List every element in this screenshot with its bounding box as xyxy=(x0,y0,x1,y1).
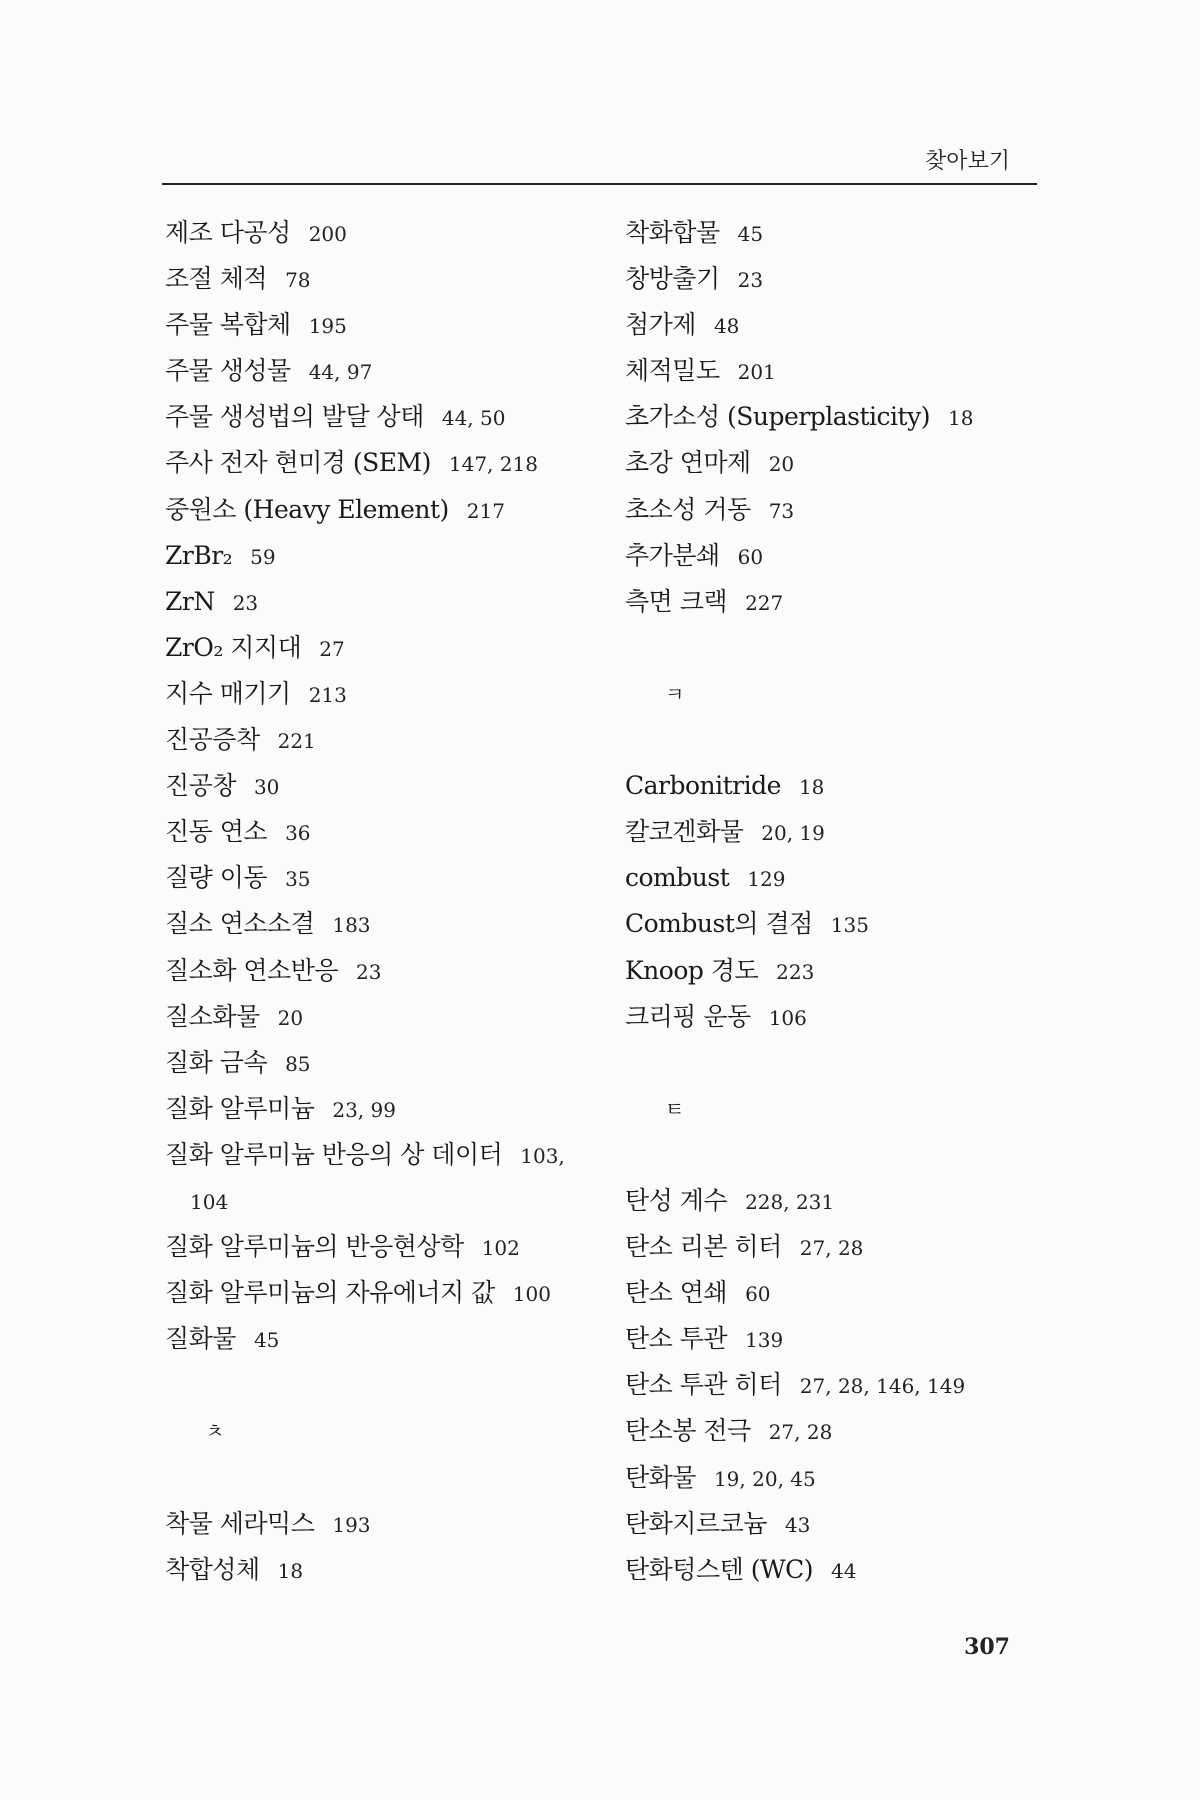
index-entry-term: 착화합물 xyxy=(625,218,720,247)
index-entry-pages: 18 xyxy=(798,775,825,800)
index-entry-pages: 103, xyxy=(520,1143,565,1168)
index-entry xyxy=(625,948,1045,994)
index-entry-term: 주사 전자 현미경 (SEM) xyxy=(165,448,431,478)
index-entry xyxy=(165,487,585,533)
index-entry xyxy=(165,1040,585,1086)
index-entry-term: 질화 알루미늄 반응의 상 데이터 xyxy=(165,1139,503,1169)
index-entry-pages: 223 xyxy=(776,959,815,984)
index-entry-pages: 23 xyxy=(356,959,382,984)
index-entry-pages: 45 xyxy=(737,222,764,246)
index-entry-term: 착합성체 xyxy=(165,1554,260,1584)
index-entry xyxy=(625,994,1045,1040)
index-entry xyxy=(165,1501,585,1547)
index-entry-term: 주물 생성물 xyxy=(165,356,291,386)
index-entry-term: 질량 이동 xyxy=(165,863,268,893)
index-entry-term: 주물 생성법의 발달 상태 xyxy=(165,402,424,432)
index-entry-term: 첨가제 xyxy=(625,310,696,340)
blank-line xyxy=(625,1132,1045,1178)
index-entry xyxy=(625,1501,1045,1547)
index-entry xyxy=(625,487,1045,533)
index-entry-pages: 35 xyxy=(285,867,311,892)
index-entry xyxy=(625,1316,1045,1362)
index-entry-term: 진동 연소 xyxy=(165,817,268,847)
index-entry xyxy=(165,1086,585,1132)
index-entry-pages: 78 xyxy=(285,268,311,293)
index-entry-pages: 100 xyxy=(512,1282,551,1307)
index-entry-pages: 19, 20, 45 xyxy=(713,1466,816,1491)
index-entry xyxy=(165,671,585,717)
index-entry-pages: 135 xyxy=(830,913,869,938)
index-entry-pages: 106 xyxy=(768,1005,807,1030)
page-number: 307 xyxy=(964,1634,1010,1660)
index-entry xyxy=(625,394,1045,440)
index-entry xyxy=(625,579,1045,625)
index-entry-pages: 23, 99 xyxy=(332,1097,396,1122)
index-entry xyxy=(165,994,585,1040)
blank-line xyxy=(625,625,1045,671)
index-entry-pages: 73 xyxy=(768,498,795,523)
index-entry-pages: 20 xyxy=(768,452,795,477)
index-entry-pages: 227 xyxy=(745,590,784,615)
section-heading: ㅊ xyxy=(205,1419,225,1444)
index-entry-pages: 18 xyxy=(277,1558,304,1583)
index-entry-term: 중원소 (Heavy Element) xyxy=(165,494,449,524)
index-entry-pages: 221 xyxy=(277,729,316,754)
index-entry xyxy=(165,855,585,901)
index-entry xyxy=(625,1408,1045,1454)
index-entry xyxy=(625,809,1045,855)
index-entry-pages: 213 xyxy=(308,682,347,707)
index-entry-term: 질화 알루미늄 xyxy=(165,1093,315,1123)
index-entry-pages: 23 xyxy=(737,268,764,293)
index-entry-pages: 217 xyxy=(466,498,505,523)
index-column-left xyxy=(165,210,585,1593)
index-entry-term: 초가소성 (Superplasticity) xyxy=(625,402,930,432)
index-entry-pages: 48 xyxy=(713,314,740,339)
index-entry-term: 탄소 리본 히터 xyxy=(625,1232,782,1262)
index-entry xyxy=(165,809,585,855)
index-entry-term: 진공증착 xyxy=(165,725,260,755)
index-entry-pages: 85 xyxy=(285,1051,311,1076)
index-entry xyxy=(625,440,1045,486)
index-entry xyxy=(625,256,1045,302)
index-entry-term: 칼코겐화물 xyxy=(625,817,744,847)
index-entry xyxy=(165,533,585,579)
index-entry-pages: 44, 50 xyxy=(441,406,506,431)
index-entry-term: 탄화물 xyxy=(625,1462,696,1492)
index-entry-pages: 200 xyxy=(308,222,347,246)
index-entry-term: 질화 알루미늄의 자유에너지 값 xyxy=(165,1278,495,1308)
index-entry-pages: 36 xyxy=(285,821,311,846)
index-entry-pages: 228, 231 xyxy=(745,1189,835,1214)
index-entry-term: ZrN xyxy=(165,586,215,616)
index-entry-pages: 27, 28, 146, 149 xyxy=(799,1374,966,1399)
index-entry-term: Carbonitride xyxy=(625,771,781,801)
index-entry-pages: 102 xyxy=(481,1236,520,1261)
index-entry xyxy=(625,1362,1045,1408)
index-entry-term: 탄소 연쇄 xyxy=(625,1278,728,1308)
index-entry-term: 탄소 투관 xyxy=(625,1324,728,1354)
index-entry-pages: 18 xyxy=(947,406,974,431)
index-entry xyxy=(165,717,585,763)
index-entry-term: 초소성 거동 xyxy=(625,494,751,524)
index-entry xyxy=(165,256,585,302)
index-entry-term: 질화 알루미늄의 반응현상학 xyxy=(165,1232,464,1262)
index-entry xyxy=(165,901,585,947)
index-entry-pages: 139 xyxy=(745,1328,784,1353)
index-entry-term: 탄성 계수 xyxy=(625,1185,728,1215)
index-entry-term: 질소화물 xyxy=(165,1001,260,1031)
index-entry xyxy=(165,1316,585,1362)
index-entry-term: ZrO₂ 지지대 xyxy=(165,632,302,662)
index-entry-pages: 201 xyxy=(737,360,776,385)
index-entry-term: 지수 매기기 xyxy=(165,678,291,708)
index-entry xyxy=(165,440,585,486)
index-entry-pages: 60 xyxy=(737,544,764,569)
index-entry xyxy=(625,1455,1045,1501)
index-entry xyxy=(165,1132,585,1178)
index-entry xyxy=(625,533,1045,579)
index-entry-pages: 59 xyxy=(250,544,276,569)
header-rule xyxy=(162,183,1037,185)
index-entry-term: 진공창 xyxy=(165,771,236,801)
index-entry-term: 착물 세라믹스 xyxy=(165,1508,315,1538)
index-entry xyxy=(625,763,1045,809)
index-entry xyxy=(165,1547,585,1593)
index-entry xyxy=(165,763,585,809)
index-entry xyxy=(165,948,585,994)
index-entry-term: 질소화 연소반응 xyxy=(165,955,338,985)
index-entry-pages: 20, 19 xyxy=(761,821,825,846)
index-entry-term: combust xyxy=(625,863,730,893)
index-entry-term: 탄소봉 전극 xyxy=(625,1416,751,1446)
index-entry-pages: 44 xyxy=(831,1558,857,1583)
index-entry-term: 주물 복합체 xyxy=(165,310,291,340)
index-entry-pages: 27, 28 xyxy=(768,1420,833,1445)
index-entry xyxy=(625,1178,1045,1224)
section-heading: ㅌ xyxy=(665,1096,685,1121)
index-entry-term: 크리핑 운동 xyxy=(625,1001,751,1031)
index-entry-pages: 183 xyxy=(332,913,371,938)
index-entry xyxy=(165,1270,585,1316)
section-heading: ㅋ xyxy=(665,681,685,706)
index-entry-term: 탄화텅스텐 (WC) xyxy=(625,1554,814,1584)
index-entry-term: 질화물 xyxy=(165,1324,236,1354)
index-entry-term: 탄화지르코늄 xyxy=(625,1508,767,1538)
index-entry-pages: 104 xyxy=(190,1189,229,1214)
page-header-title: 찾아보기 xyxy=(924,149,1010,174)
index-entry xyxy=(625,1224,1045,1270)
index-entry xyxy=(165,302,585,348)
index-entry-pages: 23 xyxy=(232,590,259,615)
index-entry xyxy=(165,579,585,625)
index-entry-continuation xyxy=(165,1178,585,1224)
index-entry-term: 창방출기 xyxy=(625,264,720,294)
index-entry-term: 측면 크랙 xyxy=(625,586,728,616)
index-entry xyxy=(165,394,585,440)
index-entry-term: 탄소 투관 히터 xyxy=(625,1370,782,1400)
index-entry-term: 질소 연소소결 xyxy=(165,909,315,939)
index-entry xyxy=(625,901,1045,947)
index-entry-term: ZrBr₂ xyxy=(165,540,233,570)
index-entry-pages: 60 xyxy=(745,1282,771,1307)
index-entry-term: 체적밀도 xyxy=(625,356,720,386)
index-entry-pages: 195 xyxy=(308,314,347,339)
index-entry xyxy=(165,210,585,256)
index-entry xyxy=(625,1270,1045,1316)
index-entry-pages: 147, 218 xyxy=(448,452,538,477)
index-entry-term: 초강 연마제 xyxy=(625,448,751,478)
index-entry xyxy=(165,348,585,394)
index-entry xyxy=(165,1224,585,1270)
blank-line xyxy=(625,1040,1045,1086)
index-entry xyxy=(625,210,1045,256)
index-entry-term: 제조 다공성 xyxy=(165,218,291,247)
index-entry-term: Combust의 결점 xyxy=(625,909,813,939)
index-entry-pages: 20 xyxy=(277,1005,304,1030)
index-entry-pages: 44, 97 xyxy=(308,360,373,385)
index-entry xyxy=(625,1547,1045,1593)
blank-line xyxy=(625,717,1045,763)
index-entry-pages: 45 xyxy=(253,1328,280,1353)
index-entry-pages: 43 xyxy=(784,1512,811,1537)
index-entry xyxy=(165,625,585,671)
index-column-right xyxy=(625,210,1045,1593)
index-entry xyxy=(625,302,1045,348)
blank-line xyxy=(165,1362,585,1408)
index-entry-term: Knoop 경도 xyxy=(625,955,759,985)
index-entry-term: 질화 금속 xyxy=(165,1047,268,1077)
index-entry-pages: 129 xyxy=(747,867,786,892)
index-entry-term: 추가분쇄 xyxy=(625,540,720,570)
blank-line xyxy=(165,1455,585,1501)
index-entry-pages: 27 xyxy=(319,636,345,661)
index-entry-pages: 27, 28 xyxy=(799,1236,864,1261)
index-entry xyxy=(625,855,1045,901)
index-entry-term: 조절 체적 xyxy=(165,264,268,294)
index-entry-pages: 30 xyxy=(253,775,280,800)
index-entry-pages: 193 xyxy=(332,1512,371,1537)
index-entry xyxy=(625,348,1045,394)
